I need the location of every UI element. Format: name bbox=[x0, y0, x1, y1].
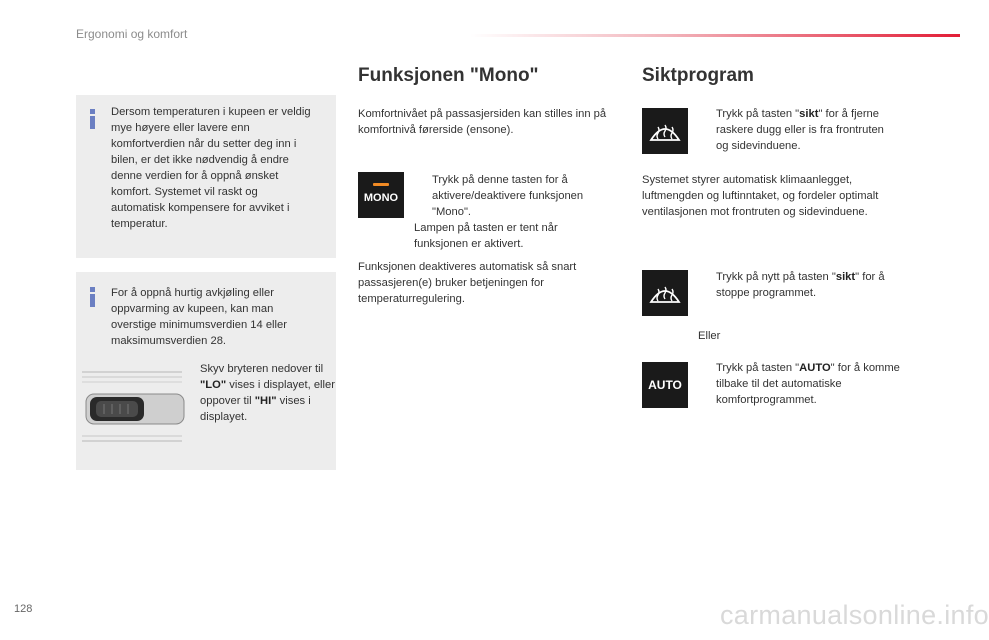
page-number: 128 bbox=[14, 603, 33, 615]
mono-lamp-text: Lampen på tasten er tent når funksjonen er aktivert. bbox=[414, 222, 558, 250]
sikt-description: Systemet styrer automatisk klimaanlegget, luftmengden og luftinntaket, og fordeler optimalt ventilasjonen mot frontruten og sidevinduene. bbox=[642, 174, 879, 218]
auto-button bbox=[642, 362, 688, 408]
windshield-defrost-icon bbox=[642, 270, 688, 316]
heading-siktprogram: Siktprogram bbox=[642, 65, 754, 86]
info-icon bbox=[90, 287, 95, 307]
header-accent-line bbox=[470, 34, 960, 37]
eller-text: Eller bbox=[698, 330, 721, 342]
sikt-button-stop bbox=[642, 270, 688, 316]
info-text-quick-cooling: For å oppnå hurtig avkjøling eller oppvarming av kupeen, kan man overstige minimumsverdien 14 eller maksimumsverdien 28. bbox=[111, 287, 287, 347]
heading-mono: Funksjonen "Mono" bbox=[358, 65, 539, 86]
sikt-button bbox=[642, 108, 688, 154]
mono-button-label: MONO bbox=[363, 192, 399, 204]
watermark: carmanualsonline.info bbox=[720, 600, 989, 630]
info-box-temperature bbox=[76, 95, 336, 258]
section-title: Ergonomi og komfort bbox=[76, 27, 188, 41]
info-box-quick-cooling: For å oppnå hurtig avkjøling eller oppvarming av kupeen, kan man overstige minimumsverdien 14 eller maksimumsverdien 28. Skyv bryteren nedover til "LO" vises i displayet, eller oppover til "HI" vises i displayet. bbox=[76, 272, 336, 470]
info-icon bbox=[90, 109, 95, 129]
temperature-slider-illustration bbox=[82, 368, 182, 446]
info-text-temperature: Dersom temperaturen i kupeen er veldig mye høyere eller lavere enn komfortverdien når du setter deg inn i bilen, er det ikke nødvendig å endre denne verdien for å oppnå ønsket komfort. Systemet vil raskt og automatisk kompensere for avviket i temperatur. bbox=[111, 106, 311, 230]
mono-intro: Komfortnivået på passasjersiden kan stilles inn på komfortnivå førerside (ensone). bbox=[358, 108, 607, 136]
windshield-defrost-icon bbox=[642, 108, 688, 154]
auto-button-label: AUTO bbox=[648, 378, 682, 392]
mono-button bbox=[358, 172, 404, 218]
mono-outro: Funksjonen deaktiveres automatisk så snart passasjeren(e) bruker betjeningen for temperaturregulering. bbox=[358, 261, 577, 305]
